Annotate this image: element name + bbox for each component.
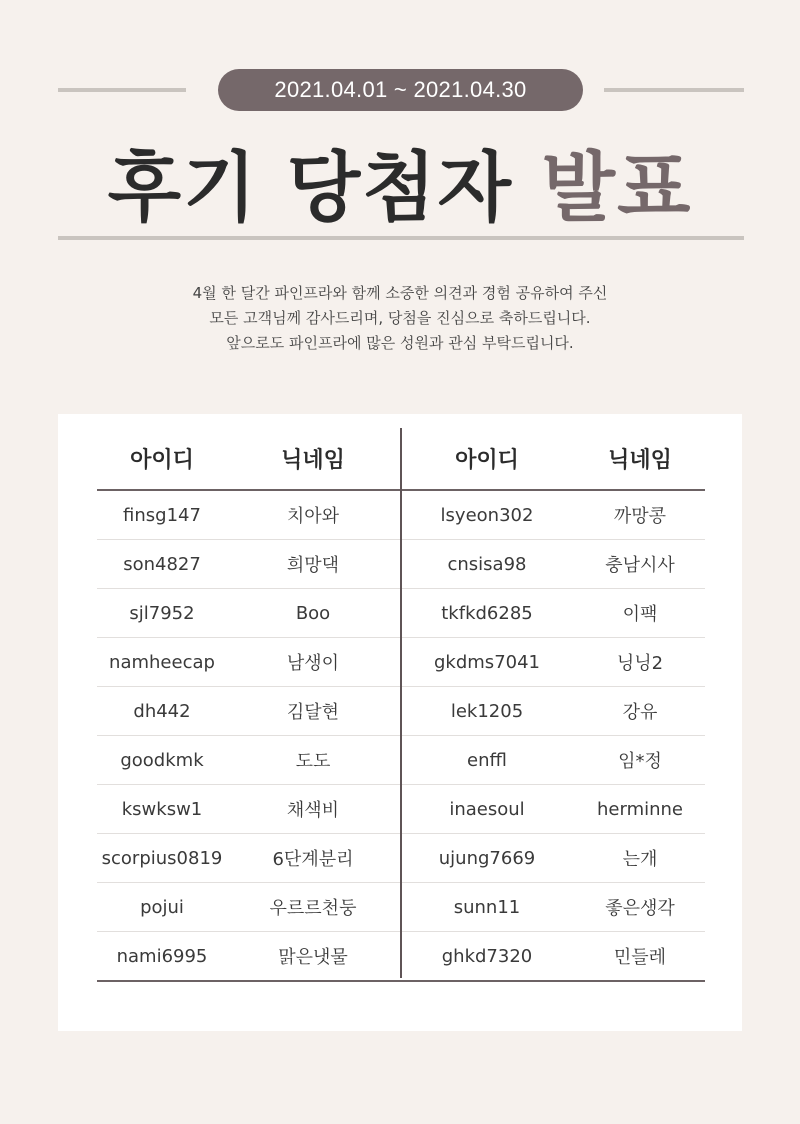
date-range-badge: 2021.04.01 ~ 2021.04.30 [218,69,583,111]
cell-id-left: scorpius0819 [101,847,223,869]
cell-nickname-left: Boo [295,602,331,624]
cell-nickname-left: 김달현 [286,702,340,723]
cell-id-left: sjl7952 [129,602,195,624]
cell-nickname-left: 치아와 [286,506,340,527]
cell-id-right: lsyeon302 [440,504,534,526]
header-nickname-left: 닉네임 [281,448,345,473]
column-divider [400,428,402,978]
cell-nickname-left: 도도 [295,751,331,772]
cell-nickname-right: 좋은생각 [605,898,675,919]
intro-line: 4월 한 달간 파인프라와 함께 소중한 의견과 경험 공유하여 주신 [192,284,608,302]
cell-nickname-left: 남생이 [286,653,340,674]
cell-id-left: son4827 [123,553,201,575]
cell-id-right: sunn11 [453,896,521,918]
cell-nickname-right: 민들레 [613,947,667,968]
cell-nickname-right: 충남시사 [605,555,675,576]
header-rule-left [58,88,186,92]
cell-nickname-right: 강유 [622,702,658,723]
cell-nickname-right: 까망콩 [613,506,667,527]
page-title [0,140,800,236]
cell-nickname-left: 채색비 [286,800,340,821]
title-main: 후기 당첨자 [107,143,514,232]
title-underline [58,236,744,240]
cell-id-right: inaesoul [449,798,525,820]
cell-id-right: ujung7669 [438,847,536,869]
cell-nickname-left: 6단계분리 [272,849,354,870]
cell-nickname-right: 이팩 [622,604,658,625]
intro-line: 앞으로도 파인프라에 많은 성원과 관심 부탁드립니다. [226,334,574,352]
header-id-left: 아이디 [130,448,194,473]
cell-id-right: enffl [467,749,507,771]
header-id-right: 아이디 [455,448,519,473]
cell-nickname-right: 닝닝2 [616,653,664,674]
cell-nickname-left: 맑은냇물 [278,947,348,968]
cell-id-left: dh442 [133,700,191,722]
cell-nickname-right: 임*정 [618,751,662,772]
header-nickname-right: 닉네임 [608,448,672,473]
intro-line: 모든 고객님께 감사드리며, 당첨을 진심으로 축하드립니다. [209,309,591,327]
title-accent: 발표 [541,143,693,232]
cell-id-right: gkdms7041 [434,651,540,673]
cell-id-left: finsg147 [123,504,201,526]
cell-id-left: nami6995 [116,945,208,967]
intro-text [0,281,800,356]
cell-nickname-right: 는개 [622,849,658,870]
cell-nickname-left: 희망댁 [286,555,340,576]
cell-id-left: namheecap [109,651,215,673]
cell-nickname-right: herminne [597,798,683,820]
cell-id-right: lek1205 [450,700,524,722]
cell-id-left: goodkmk [120,749,204,771]
cell-id-left: kswksw1 [121,798,203,820]
cell-nickname-left: 우르르천둥 [269,898,357,919]
cell-id-right: cnsisa98 [447,553,527,575]
cell-id-right: ghkd7320 [441,945,533,967]
cell-id-right: tkfkd6285 [441,602,533,624]
cell-id-left: pojui [140,896,184,918]
header-rule-right [604,88,744,92]
